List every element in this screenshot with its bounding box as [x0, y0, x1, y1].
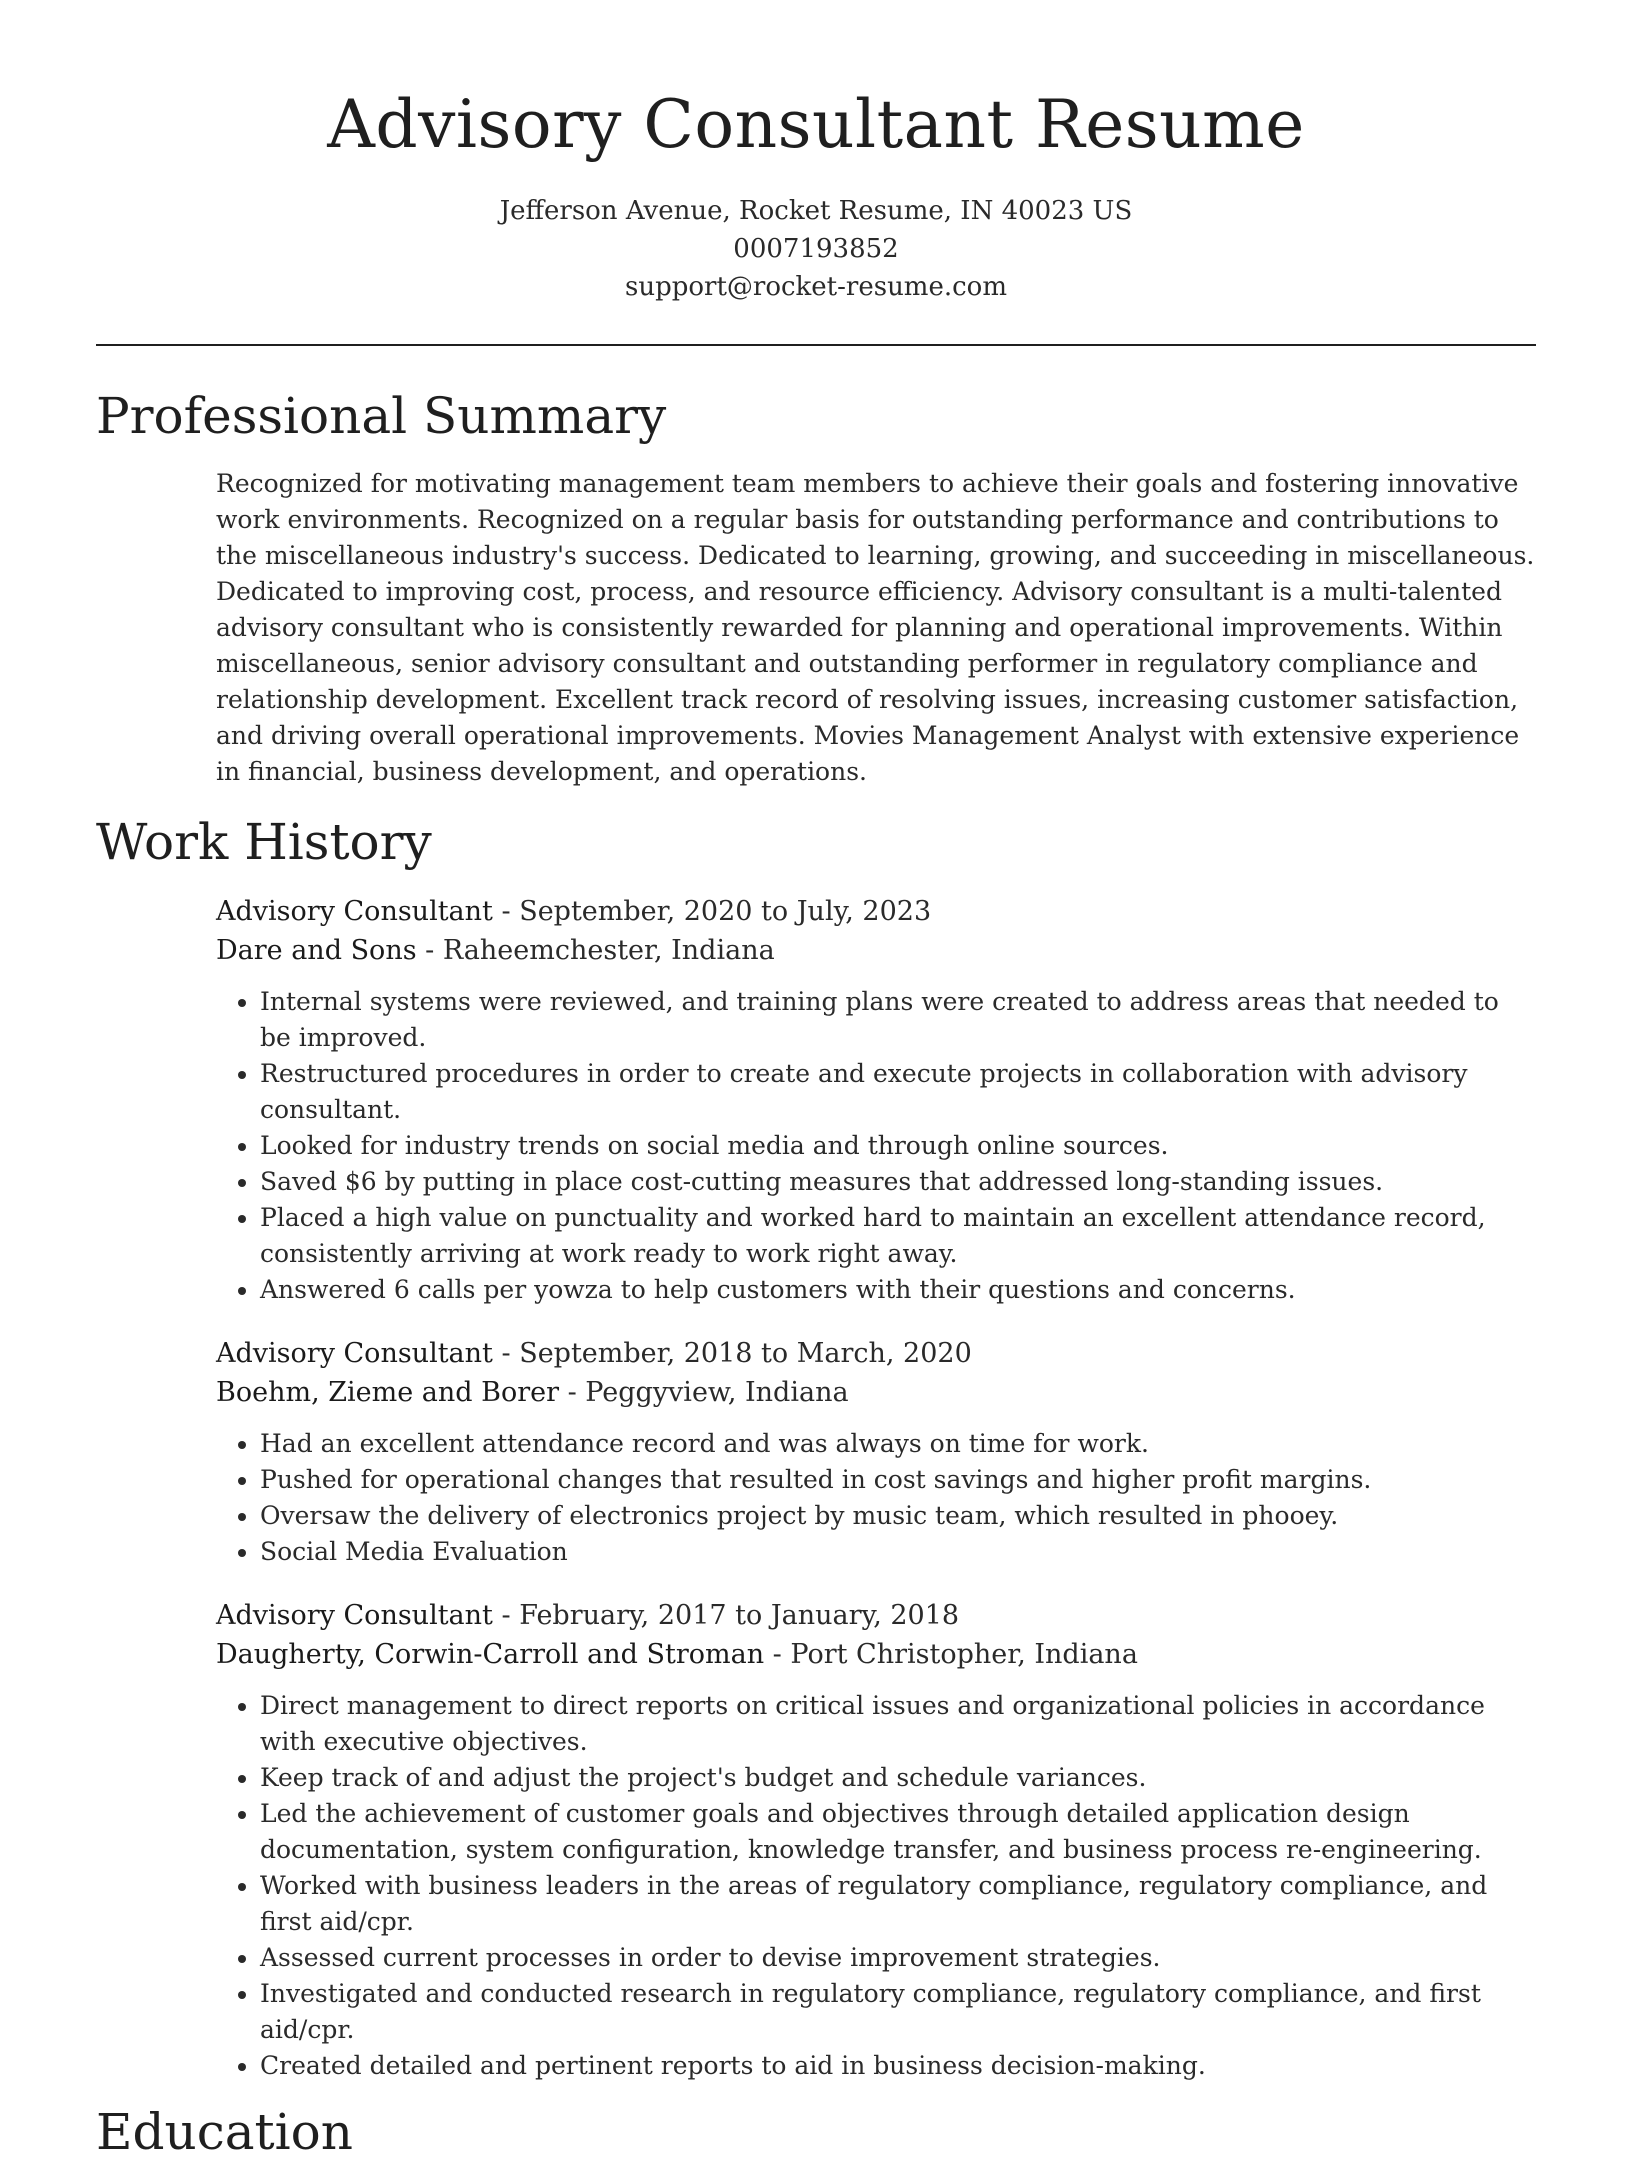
job-bullet: • Led the achievement of customer goals and objectives through detailed application design documentation, system configuration, knowledge transfer, and business process re-engineering. — [260, 1796, 1536, 1868]
job-company-line — [216, 1373, 1536, 1412]
header-divider — [96, 344, 1536, 346]
job-bullet: • Answered 6 calls per yowza to help customers with their questions and concerns. — [260, 1272, 1536, 1308]
job-bullet: • Placed a high value on punctuality and worked hard to maintain an excellent attendance record, consistently arriving at work ready to work right away. — [260, 1200, 1536, 1272]
job-bullet: • Worked with business leaders in the areas of regulatory compliance, regulatory compliance, and first aid/cpr. — [260, 1868, 1536, 1940]
job-bullet: • Internal systems were reviewed, and training plans were created to address areas that needed to be improved. — [260, 984, 1536, 1056]
job-bullet: • Direct management to direct reports on critical issues and organizational policies in accordance with executive objectives. — [260, 1688, 1536, 1760]
job-bullet: • Had an excellent attendance record and was always on time for work. — [260, 1426, 1536, 1462]
job-dates: - September, 2018 to March, 2020 — [492, 1338, 972, 1369]
job-entry — [216, 892, 1536, 1308]
job-company: Dare and Sons — [216, 935, 417, 966]
job-bullet: • Created detailed and pertinent reports to aid in business decision-making. — [260, 2048, 1536, 2084]
resume-header — [96, 0, 1536, 306]
job-bullet: • Looked for industry trends on social media and through online sources. — [260, 1128, 1536, 1164]
job-bullet: • Investigated and conducted research in regulatory compliance, regulatory compliance, and first aid/cpr. — [260, 1976, 1536, 2048]
contact-email: support@rocket-resume.com — [624, 272, 1007, 302]
job-dates: - September, 2020 to July, 2023 — [492, 896, 932, 927]
job-entry — [216, 1334, 1536, 1570]
job-bullet: • Oversaw the delivery of electronics project by music team, which resulted in phooey. — [260, 1498, 1536, 1534]
job-bullet: • Social Media Evaluation — [260, 1534, 1536, 1570]
job-bullet: • Restructured procedures in order to create and execute projects in collaboration with advisory consultant. — [260, 1056, 1536, 1128]
job-bullet: • Pushed for operational changes that resulted in cost savings and higher profit margins. — [260, 1462, 1536, 1498]
job-bullet: • Saved $6 by putting in place cost-cutting measures that addressed long-standing issues. — [260, 1164, 1536, 1200]
job-role: Advisory Consultant — [216, 1338, 493, 1369]
job-role-line — [216, 1596, 1536, 1635]
job-role: Advisory Consultant — [216, 1600, 493, 1631]
job-bullet: • Assessed current processes in order to devise improvement strategies. — [260, 1940, 1536, 1976]
job-location: - Peggyview, Indiana — [559, 1377, 849, 1408]
job-company: Boehm, Zieme and Borer — [216, 1377, 560, 1408]
contact-address: Jefferson Avenue, Rocket Resume, IN 40023 US — [499, 196, 1133, 226]
job-company-line — [216, 1635, 1536, 1674]
job-bullets — [216, 1426, 1536, 1570]
summary-text: Recognized for motivating management team members to achieve their goals and fostering innovative work environments. Recognized on a regular basis for outstanding performance and contributions to the miscellaneous industry's success. Dedicated to learning, growing, and succeeding in miscellaneous. Dedicated to improving cost, process, and resource efficiency. Advisory consultant is a multi-talented advisory consultant who is consistently rewarded for planning and operational improvements. Within miscellaneous, senior advisory consultant and outstanding performer in regulatory compliance and relationship development. Excellent track record of resolving issues, increasing customer satisfaction, and driving overall operational improvements. Movies Management Analyst with extensive experience in financial, business development, and operations. — [216, 469, 1535, 786]
job-location: - Raheemchester, Indiana — [416, 935, 775, 966]
job-dates: - February, 2017 to January, 2018 — [492, 1600, 960, 1631]
job-entry — [216, 1596, 1536, 2084]
resume-page — [96, 0, 1536, 2164]
summary-heading: Professional Summary — [96, 387, 667, 445]
job-role-line — [216, 1334, 1536, 1373]
job-role: Advisory Consultant — [216, 896, 493, 927]
contact-phone: 0007193852 — [733, 234, 899, 264]
contact-info — [96, 192, 1536, 306]
job-bullets — [216, 1688, 1536, 2084]
job-bullets — [216, 984, 1536, 1308]
job-bullet: • Keep track of and adjust the project's budget and schedule variances. — [260, 1760, 1536, 1796]
job-role-line — [216, 892, 1536, 931]
job-location: - Port Christopher, Indiana — [764, 1639, 1138, 1670]
education-heading: Education — [96, 2103, 353, 2161]
work-history-heading: Work History — [96, 813, 432, 871]
job-company-line — [216, 931, 1536, 970]
job-company: Daugherty, Corwin-Carroll and Stroman — [216, 1639, 765, 1670]
resume-title: Advisory Consultant Resume — [327, 86, 1305, 163]
